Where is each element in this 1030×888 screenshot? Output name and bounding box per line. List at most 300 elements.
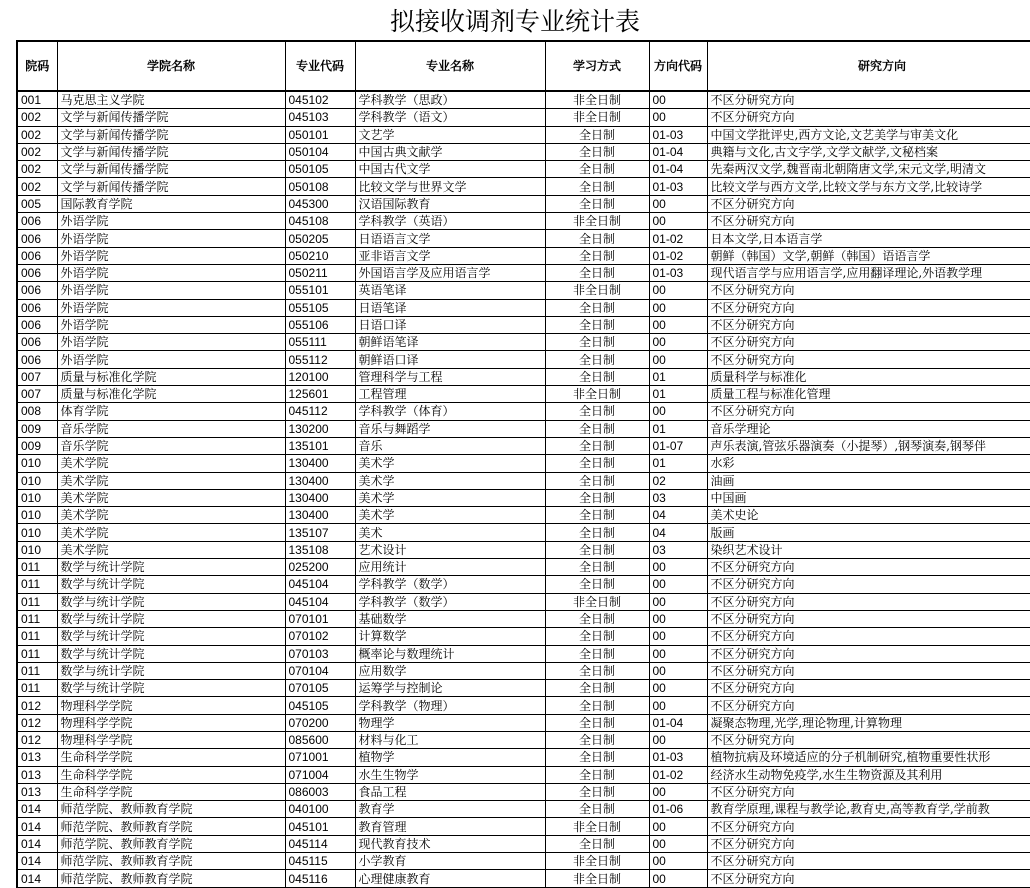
- cell-study-mode[interactable]: 全日制: [545, 455, 649, 472]
- cell-research-direction[interactable]: 不区分研究方向: [707, 351, 1030, 368]
- cell-major-name[interactable]: 外国语言学及应用语言学: [355, 264, 545, 281]
- cell-research-direction[interactable]: 水彩: [707, 455, 1030, 472]
- cell-study-mode[interactable]: 全日制: [545, 559, 649, 576]
- cell-research-direction[interactable]: 不区分研究方向: [707, 334, 1030, 351]
- cell-college-code[interactable]: 010: [17, 541, 57, 558]
- cell-major-code[interactable]: 125601: [285, 386, 355, 403]
- cell-research-direction[interactable]: 版画: [707, 524, 1030, 541]
- cell-research-direction[interactable]: 不区分研究方向: [707, 731, 1030, 748]
- cell-major-name[interactable]: 小学教育: [355, 853, 545, 870]
- cell-college-name[interactable]: 美术学院: [57, 541, 285, 558]
- cell-research-direction[interactable]: 比较文学与西方文学,比较文学与东方文学,比较诗学: [707, 178, 1030, 195]
- cell-direction-code[interactable]: 00: [649, 316, 707, 333]
- cell-major-name[interactable]: 水生生物学: [355, 766, 545, 783]
- cell-major-code[interactable]: 130400: [285, 455, 355, 472]
- cell-research-direction[interactable]: 朝鲜（韩国）文学,朝鲜（韩国）语语言学: [707, 247, 1030, 264]
- cell-study-mode[interactable]: 全日制: [545, 334, 649, 351]
- cell-direction-code[interactable]: 01: [649, 368, 707, 385]
- cell-research-direction[interactable]: 不区分研究方向: [707, 645, 1030, 662]
- cell-research-direction[interactable]: 不区分研究方向: [707, 299, 1030, 316]
- cell-college-name[interactable]: 文学与新闻传播学院: [57, 178, 285, 195]
- cell-college-code[interactable]: 014: [17, 853, 57, 870]
- cell-college-code[interactable]: 014: [17, 818, 57, 835]
- cell-major-code[interactable]: 071004: [285, 766, 355, 783]
- cell-college-code[interactable]: 002: [17, 161, 57, 178]
- cell-major-code[interactable]: 085600: [285, 731, 355, 748]
- cell-study-mode[interactable]: 全日制: [545, 143, 649, 160]
- cell-research-direction[interactable]: 经济水生动物免疫学,水生生物资源及其利用: [707, 766, 1030, 783]
- cell-college-name[interactable]: 数学与统计学院: [57, 576, 285, 593]
- cell-study-mode[interactable]: 非全日制: [545, 109, 649, 126]
- cell-research-direction[interactable]: 美术史论: [707, 507, 1030, 524]
- cell-major-code[interactable]: 070105: [285, 680, 355, 697]
- cell-college-name[interactable]: 国际教育学院: [57, 195, 285, 212]
- cell-college-code[interactable]: 012: [17, 731, 57, 748]
- cell-direction-code[interactable]: 00: [649, 662, 707, 679]
- cell-college-name[interactable]: 马克思主义学院: [57, 91, 285, 109]
- cell-college-name[interactable]: 体育学院: [57, 403, 285, 420]
- cell-major-code[interactable]: 055101: [285, 282, 355, 299]
- cell-direction-code[interactable]: 00: [649, 818, 707, 835]
- cell-research-direction[interactable]: 现代语言学与应用语言学,应用翻译理论,外语教学理: [707, 264, 1030, 281]
- cell-direction-code[interactable]: 01-03: [649, 126, 707, 143]
- cell-college-name[interactable]: 生命科学学院: [57, 749, 285, 766]
- cell-research-direction[interactable]: 不区分研究方向: [707, 316, 1030, 333]
- cell-college-name[interactable]: 外语学院: [57, 282, 285, 299]
- cell-college-name[interactable]: 外语学院: [57, 213, 285, 230]
- cell-college-code[interactable]: 006: [17, 282, 57, 299]
- cell-direction-code[interactable]: 01-04: [649, 714, 707, 731]
- cell-study-mode[interactable]: 全日制: [545, 264, 649, 281]
- cell-college-code[interactable]: 006: [17, 299, 57, 316]
- cell-research-direction[interactable]: 声乐表演,管弦乐器演奏（小提琴）,钢琴演奏,钢琴伴: [707, 437, 1030, 454]
- cell-study-mode[interactable]: 全日制: [545, 403, 649, 420]
- cell-college-code[interactable]: 006: [17, 316, 57, 333]
- cell-direction-code[interactable]: 03: [649, 489, 707, 506]
- cell-college-code[interactable]: 011: [17, 628, 57, 645]
- cell-major-code[interactable]: 045105: [285, 697, 355, 714]
- cell-major-name[interactable]: 美术学: [355, 472, 545, 489]
- cell-research-direction[interactable]: 不区分研究方向: [707, 853, 1030, 870]
- cell-college-name[interactable]: 物理科学学院: [57, 714, 285, 731]
- cell-college-code[interactable]: 012: [17, 714, 57, 731]
- cell-college-name[interactable]: 物理科学学院: [57, 731, 285, 748]
- cell-major-name[interactable]: 美术学: [355, 455, 545, 472]
- cell-major-code[interactable]: 050205: [285, 230, 355, 247]
- cell-major-name[interactable]: 教育管理: [355, 818, 545, 835]
- cell-major-name[interactable]: 学科教学（数学）: [355, 576, 545, 593]
- cell-college-code[interactable]: 006: [17, 230, 57, 247]
- cell-college-code[interactable]: 010: [17, 455, 57, 472]
- cell-major-name[interactable]: 文艺学: [355, 126, 545, 143]
- cell-major-code[interactable]: 055112: [285, 351, 355, 368]
- cell-major-name[interactable]: 日语口译: [355, 316, 545, 333]
- cell-college-name[interactable]: 美术学院: [57, 489, 285, 506]
- cell-research-direction[interactable]: 中国文学批评史,西方文论,文艺美学与审美文化: [707, 126, 1030, 143]
- cell-major-code[interactable]: 050211: [285, 264, 355, 281]
- cell-direction-code[interactable]: 00: [649, 731, 707, 748]
- cell-college-name[interactable]: 师范学院、教师教育学院: [57, 835, 285, 852]
- cell-direction-code[interactable]: 01-02: [649, 230, 707, 247]
- cell-college-name[interactable]: 质量与标准化学院: [57, 368, 285, 385]
- cell-major-name[interactable]: 学科教学（体育）: [355, 403, 545, 420]
- cell-college-name[interactable]: 数学与统计学院: [57, 680, 285, 697]
- cell-study-mode[interactable]: 非全日制: [545, 870, 649, 887]
- cell-direction-code[interactable]: 00: [649, 853, 707, 870]
- cell-college-code[interactable]: 010: [17, 472, 57, 489]
- cell-college-code[interactable]: 006: [17, 351, 57, 368]
- cell-college-name[interactable]: 师范学院、教师教育学院: [57, 818, 285, 835]
- cell-study-mode[interactable]: 全日制: [545, 645, 649, 662]
- cell-study-mode[interactable]: 全日制: [545, 731, 649, 748]
- cell-study-mode[interactable]: 全日制: [545, 178, 649, 195]
- cell-major-code[interactable]: 070101: [285, 610, 355, 627]
- cell-major-name[interactable]: 日语语言文学: [355, 230, 545, 247]
- cell-college-name[interactable]: 数学与统计学院: [57, 593, 285, 610]
- cell-major-name[interactable]: 学科教学（思政）: [355, 91, 545, 109]
- cell-college-code[interactable]: 006: [17, 247, 57, 264]
- cell-research-direction[interactable]: 不区分研究方向: [707, 783, 1030, 800]
- cell-major-code[interactable]: 050101: [285, 126, 355, 143]
- cell-study-mode[interactable]: 全日制: [545, 507, 649, 524]
- cell-college-name[interactable]: 质量与标准化学院: [57, 386, 285, 403]
- cell-college-code[interactable]: 009: [17, 420, 57, 437]
- cell-study-mode[interactable]: 全日制: [545, 801, 649, 818]
- cell-major-code[interactable]: 050108: [285, 178, 355, 195]
- cell-direction-code[interactable]: 00: [649, 559, 707, 576]
- cell-college-code[interactable]: 009: [17, 437, 57, 454]
- cell-major-name[interactable]: 中国古代文学: [355, 161, 545, 178]
- cell-college-name[interactable]: 数学与统计学院: [57, 628, 285, 645]
- cell-college-code[interactable]: 010: [17, 489, 57, 506]
- cell-research-direction[interactable]: 质量科学与标准化: [707, 368, 1030, 385]
- cell-direction-code[interactable]: 00: [649, 835, 707, 852]
- cell-major-name[interactable]: 计算数学: [355, 628, 545, 645]
- cell-research-direction[interactable]: 不区分研究方向: [707, 91, 1030, 109]
- cell-college-name[interactable]: 物理科学学院: [57, 697, 285, 714]
- cell-study-mode[interactable]: 全日制: [545, 541, 649, 558]
- cell-research-direction[interactable]: 质量工程与标准化管理: [707, 386, 1030, 403]
- cell-study-mode[interactable]: 非全日制: [545, 818, 649, 835]
- cell-major-code[interactable]: 120100: [285, 368, 355, 385]
- cell-major-code[interactable]: 045103: [285, 109, 355, 126]
- cell-college-name[interactable]: 师范学院、教师教育学院: [57, 853, 285, 870]
- cell-research-direction[interactable]: 中国画: [707, 489, 1030, 506]
- cell-college-name[interactable]: 美术学院: [57, 524, 285, 541]
- cell-direction-code[interactable]: 00: [649, 403, 707, 420]
- cell-direction-code[interactable]: 00: [649, 870, 707, 887]
- cell-research-direction[interactable]: 植物抗病及环境适应的分子机制研究,植物重要性状形: [707, 749, 1030, 766]
- cell-major-code[interactable]: 070104: [285, 662, 355, 679]
- cell-college-name[interactable]: 美术学院: [57, 507, 285, 524]
- cell-major-code[interactable]: 130400: [285, 489, 355, 506]
- cell-study-mode[interactable]: 全日制: [545, 628, 649, 645]
- cell-research-direction[interactable]: 不区分研究方向: [707, 593, 1030, 610]
- cell-major-code[interactable]: 071001: [285, 749, 355, 766]
- cell-college-code[interactable]: 002: [17, 109, 57, 126]
- cell-direction-code[interactable]: 00: [649, 282, 707, 299]
- cell-research-direction[interactable]: 日本文学,日本语言学: [707, 230, 1030, 247]
- cell-major-name[interactable]: 学科教学（物理）: [355, 697, 545, 714]
- cell-college-code[interactable]: 001: [17, 91, 57, 109]
- cell-research-direction[interactable]: 音乐学理论: [707, 420, 1030, 437]
- cell-direction-code[interactable]: 04: [649, 524, 707, 541]
- cell-direction-code[interactable]: 01: [649, 455, 707, 472]
- cell-college-name[interactable]: 文学与新闻传播学院: [57, 161, 285, 178]
- cell-college-code[interactable]: 007: [17, 368, 57, 385]
- cell-college-code[interactable]: 012: [17, 697, 57, 714]
- cell-direction-code[interactable]: 01-06: [649, 801, 707, 818]
- cell-major-code[interactable]: 055105: [285, 299, 355, 316]
- cell-college-code[interactable]: 011: [17, 576, 57, 593]
- cell-study-mode[interactable]: 全日制: [545, 247, 649, 264]
- cell-research-direction[interactable]: 凝聚态物理,光学,理论物理,计算物理: [707, 714, 1030, 731]
- cell-college-code[interactable]: 013: [17, 766, 57, 783]
- cell-study-mode[interactable]: 非全日制: [545, 282, 649, 299]
- cell-major-name[interactable]: 艺术设计: [355, 541, 545, 558]
- cell-college-code[interactable]: 011: [17, 610, 57, 627]
- cell-college-name[interactable]: 音乐学院: [57, 420, 285, 437]
- cell-study-mode[interactable]: 全日制: [545, 437, 649, 454]
- cell-study-mode[interactable]: 非全日制: [545, 213, 649, 230]
- cell-major-name[interactable]: 概率论与数理统计: [355, 645, 545, 662]
- cell-direction-code[interactable]: 00: [649, 195, 707, 212]
- cell-major-code[interactable]: 055106: [285, 316, 355, 333]
- cell-college-code[interactable]: 010: [17, 524, 57, 541]
- cell-major-name[interactable]: 材料与化工: [355, 731, 545, 748]
- cell-direction-code[interactable]: 01-03: [649, 178, 707, 195]
- cell-research-direction[interactable]: 不区分研究方向: [707, 835, 1030, 852]
- cell-college-code[interactable]: 006: [17, 213, 57, 230]
- cell-study-mode[interactable]: 全日制: [545, 368, 649, 385]
- cell-direction-code[interactable]: 00: [649, 334, 707, 351]
- cell-college-name[interactable]: 师范学院、教师教育学院: [57, 801, 285, 818]
- cell-major-code[interactable]: 045101: [285, 818, 355, 835]
- cell-direction-code[interactable]: 01-03: [649, 749, 707, 766]
- cell-study-mode[interactable]: 全日制: [545, 524, 649, 541]
- cell-direction-code[interactable]: 00: [649, 91, 707, 109]
- cell-major-code[interactable]: 070102: [285, 628, 355, 645]
- cell-research-direction[interactable]: 不区分研究方向: [707, 282, 1030, 299]
- cell-study-mode[interactable]: 全日制: [545, 316, 649, 333]
- cell-major-name[interactable]: 物理学: [355, 714, 545, 731]
- cell-major-code[interactable]: 045300: [285, 195, 355, 212]
- cell-research-direction[interactable]: 不区分研究方向: [707, 610, 1030, 627]
- cell-direction-code[interactable]: 01-03: [649, 264, 707, 281]
- cell-research-direction[interactable]: 不区分研究方向: [707, 195, 1030, 212]
- cell-major-name[interactable]: 学科教学（数学）: [355, 593, 545, 610]
- cell-college-code[interactable]: 011: [17, 645, 57, 662]
- cell-college-code[interactable]: 010: [17, 507, 57, 524]
- cell-research-direction[interactable]: 教育学原理,课程与教学论,教育史,高等教育学,学前教: [707, 801, 1030, 818]
- cell-major-name[interactable]: 工程管理: [355, 386, 545, 403]
- cell-college-name[interactable]: 生命科学学院: [57, 783, 285, 800]
- cell-research-direction[interactable]: 不区分研究方向: [707, 109, 1030, 126]
- cell-college-code[interactable]: 006: [17, 334, 57, 351]
- cell-college-name[interactable]: 外语学院: [57, 247, 285, 264]
- cell-college-code[interactable]: 011: [17, 662, 57, 679]
- cell-college-code[interactable]: 008: [17, 403, 57, 420]
- cell-major-name[interactable]: 中国古典文献学: [355, 143, 545, 160]
- cell-research-direction[interactable]: 染织艺术设计: [707, 541, 1030, 558]
- cell-study-mode[interactable]: 全日制: [545, 680, 649, 697]
- cell-study-mode[interactable]: 全日制: [545, 662, 649, 679]
- cell-direction-code[interactable]: 00: [649, 783, 707, 800]
- cell-college-code[interactable]: 011: [17, 593, 57, 610]
- cell-research-direction[interactable]: 先秦两汉文学,魏晋南北朝隋唐文学,宋元文学,明清文: [707, 161, 1030, 178]
- cell-study-mode[interactable]: 全日制: [545, 610, 649, 627]
- cell-college-code[interactable]: 006: [17, 264, 57, 281]
- cell-major-code[interactable]: 050104: [285, 143, 355, 160]
- cell-major-code[interactable]: 045112: [285, 403, 355, 420]
- cell-major-code[interactable]: 045104: [285, 593, 355, 610]
- cell-college-name[interactable]: 文学与新闻传播学院: [57, 126, 285, 143]
- cell-college-name[interactable]: 生命科学学院: [57, 766, 285, 783]
- cell-direction-code[interactable]: 00: [649, 680, 707, 697]
- cell-major-code[interactable]: 130400: [285, 472, 355, 489]
- cell-research-direction[interactable]: 不区分研究方向: [707, 662, 1030, 679]
- cell-college-name[interactable]: 数学与统计学院: [57, 559, 285, 576]
- cell-direction-code[interactable]: 02: [649, 472, 707, 489]
- cell-study-mode[interactable]: 全日制: [545, 489, 649, 506]
- cell-major-code[interactable]: 070103: [285, 645, 355, 662]
- cell-college-name[interactable]: 外语学院: [57, 351, 285, 368]
- cell-direction-code[interactable]: 00: [649, 109, 707, 126]
- cell-college-code[interactable]: 011: [17, 680, 57, 697]
- cell-research-direction[interactable]: 不区分研究方向: [707, 576, 1030, 593]
- cell-college-name[interactable]: 文学与新闻传播学院: [57, 143, 285, 160]
- cell-major-name[interactable]: 食品工程: [355, 783, 545, 800]
- cell-direction-code[interactable]: 00: [649, 213, 707, 230]
- cell-study-mode[interactable]: 全日制: [545, 161, 649, 178]
- cell-college-name[interactable]: 数学与统计学院: [57, 645, 285, 662]
- cell-major-name[interactable]: 汉语国际教育: [355, 195, 545, 212]
- cell-college-code[interactable]: 002: [17, 178, 57, 195]
- cell-major-code[interactable]: 045116: [285, 870, 355, 887]
- cell-major-name[interactable]: 运筹学与控制论: [355, 680, 545, 697]
- cell-research-direction[interactable]: 油画: [707, 472, 1030, 489]
- cell-major-code[interactable]: 045104: [285, 576, 355, 593]
- cell-research-direction[interactable]: 不区分研究方向: [707, 628, 1030, 645]
- cell-major-name[interactable]: 美术学: [355, 507, 545, 524]
- cell-major-name[interactable]: 植物学: [355, 749, 545, 766]
- cell-major-name[interactable]: 朝鲜语笔译: [355, 334, 545, 351]
- cell-major-name[interactable]: 基础数学: [355, 610, 545, 627]
- cell-study-mode[interactable]: 全日制: [545, 783, 649, 800]
- cell-study-mode[interactable]: 全日制: [545, 299, 649, 316]
- cell-study-mode[interactable]: 全日制: [545, 835, 649, 852]
- cell-college-code[interactable]: 002: [17, 126, 57, 143]
- cell-college-name[interactable]: 外语学院: [57, 299, 285, 316]
- cell-direction-code[interactable]: 00: [649, 645, 707, 662]
- cell-major-name[interactable]: 朝鲜语口译: [355, 351, 545, 368]
- cell-study-mode[interactable]: 全日制: [545, 766, 649, 783]
- cell-direction-code[interactable]: 00: [649, 576, 707, 593]
- cell-major-name[interactable]: 比较文学与世界文学: [355, 178, 545, 195]
- cell-major-name[interactable]: 学科教学（英语）: [355, 213, 545, 230]
- cell-direction-code[interactable]: 00: [649, 299, 707, 316]
- cell-major-name[interactable]: 美术学: [355, 489, 545, 506]
- cell-major-name[interactable]: 现代教育技术: [355, 835, 545, 852]
- cell-research-direction[interactable]: 不区分研究方向: [707, 870, 1030, 887]
- cell-direction-code[interactable]: 01-02: [649, 247, 707, 264]
- cell-college-code[interactable]: 011: [17, 559, 57, 576]
- cell-study-mode[interactable]: 全日制: [545, 576, 649, 593]
- cell-college-name[interactable]: 文学与新闻传播学院: [57, 109, 285, 126]
- cell-major-name[interactable]: 应用统计: [355, 559, 545, 576]
- cell-major-code[interactable]: 050105: [285, 161, 355, 178]
- cell-study-mode[interactable]: 非全日制: [545, 853, 649, 870]
- cell-major-code[interactable]: 025200: [285, 559, 355, 576]
- cell-major-code[interactable]: 045114: [285, 835, 355, 852]
- cell-study-mode[interactable]: 非全日制: [545, 91, 649, 109]
- cell-college-name[interactable]: 美术学院: [57, 472, 285, 489]
- cell-major-name[interactable]: 英语笔译: [355, 282, 545, 299]
- cell-direction-code[interactable]: 01-02: [649, 766, 707, 783]
- cell-research-direction[interactable]: 不区分研究方向: [707, 697, 1030, 714]
- cell-college-name[interactable]: 师范学院、教师教育学院: [57, 870, 285, 887]
- cell-direction-code[interactable]: 01: [649, 420, 707, 437]
- cell-major-code[interactable]: 045102: [285, 91, 355, 109]
- cell-major-code[interactable]: 130400: [285, 507, 355, 524]
- cell-study-mode[interactable]: 全日制: [545, 351, 649, 368]
- cell-research-direction[interactable]: 不区分研究方向: [707, 213, 1030, 230]
- cell-major-name[interactable]: 学科教学（语文）: [355, 109, 545, 126]
- cell-study-mode[interactable]: 全日制: [545, 420, 649, 437]
- cell-college-name[interactable]: 外语学院: [57, 230, 285, 247]
- cell-college-name[interactable]: 音乐学院: [57, 437, 285, 454]
- cell-direction-code[interactable]: 00: [649, 697, 707, 714]
- cell-major-code[interactable]: 055111: [285, 334, 355, 351]
- cell-major-code[interactable]: 045115: [285, 853, 355, 870]
- cell-major-code[interactable]: 045108: [285, 213, 355, 230]
- cell-major-code[interactable]: 070200: [285, 714, 355, 731]
- cell-direction-code[interactable]: 04: [649, 507, 707, 524]
- cell-research-direction[interactable]: 不区分研究方向: [707, 559, 1030, 576]
- cell-research-direction[interactable]: 不区分研究方向: [707, 818, 1030, 835]
- cell-direction-code[interactable]: 01-04: [649, 161, 707, 178]
- cell-study-mode[interactable]: 全日制: [545, 472, 649, 489]
- cell-direction-code[interactable]: 00: [649, 610, 707, 627]
- cell-major-code[interactable]: 086003: [285, 783, 355, 800]
- cell-major-name[interactable]: 日语笔译: [355, 299, 545, 316]
- cell-college-name[interactable]: 数学与统计学院: [57, 662, 285, 679]
- cell-study-mode[interactable]: 非全日制: [545, 386, 649, 403]
- cell-research-direction[interactable]: 不区分研究方向: [707, 680, 1030, 697]
- cell-direction-code[interactable]: 03: [649, 541, 707, 558]
- cell-college-name[interactable]: 美术学院: [57, 455, 285, 472]
- cell-college-code[interactable]: 002: [17, 143, 57, 160]
- cell-major-name[interactable]: 管理科学与工程: [355, 368, 545, 385]
- cell-research-direction[interactable]: 典籍与文化,古文字学,文学文献学,文秘档案: [707, 143, 1030, 160]
- cell-major-name[interactable]: 美术: [355, 524, 545, 541]
- cell-major-code[interactable]: 135107: [285, 524, 355, 541]
- cell-college-name[interactable]: 外语学院: [57, 316, 285, 333]
- cell-direction-code[interactable]: 01: [649, 386, 707, 403]
- cell-major-name[interactable]: 应用数学: [355, 662, 545, 679]
- cell-college-name[interactable]: 数学与统计学院: [57, 610, 285, 627]
- cell-major-code[interactable]: 050210: [285, 247, 355, 264]
- cell-major-code[interactable]: 130200: [285, 420, 355, 437]
- cell-direction-code[interactable]: 00: [649, 351, 707, 368]
- cell-direction-code[interactable]: 01-04: [649, 143, 707, 160]
- cell-research-direction[interactable]: 不区分研究方向: [707, 403, 1030, 420]
- cell-study-mode[interactable]: 全日制: [545, 714, 649, 731]
- cell-major-code[interactable]: 040100: [285, 801, 355, 818]
- cell-major-name[interactable]: 亚非语言文学: [355, 247, 545, 264]
- cell-study-mode[interactable]: 全日制: [545, 749, 649, 766]
- cell-college-code[interactable]: 013: [17, 783, 57, 800]
